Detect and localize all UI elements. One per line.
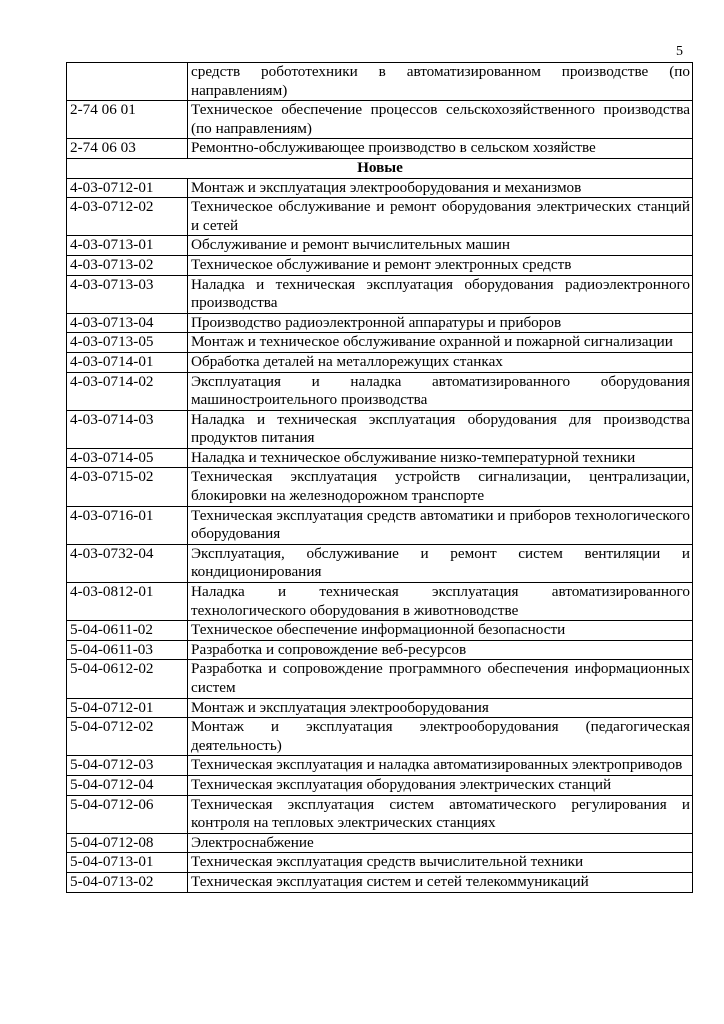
specialty-code: 5-04-0611-02 bbox=[67, 621, 188, 641]
specialty-name: Техническая эксплуатация средств вычислительной техники bbox=[188, 853, 693, 873]
specialty-name: Техническая эксплуатация средств автоматики и приборов технологического оборудования bbox=[188, 506, 693, 544]
specialty-code: 4-03-0715-02 bbox=[67, 468, 188, 506]
specialty-code: 5-04-0712-03 bbox=[67, 756, 188, 776]
specialty-name: Монтаж и эксплуатация электрооборудования (педагогическая деятельность) bbox=[188, 718, 693, 756]
specialty-name: средств робототехники в автоматизированном производстве (по направлениям) bbox=[188, 63, 693, 101]
specialty-code: 2-74 06 03 bbox=[67, 139, 188, 159]
specialty-code: 4-03-0713-01 bbox=[67, 236, 188, 256]
specialty-name: Ремонтно-обслуживающее производство в сельском хозяйстве bbox=[188, 139, 693, 159]
table-row bbox=[67, 372, 693, 410]
specialty-code: 5-04-0712-01 bbox=[67, 698, 188, 718]
table-row bbox=[67, 544, 693, 582]
specialty-name: Техническое обеспечение информационной безопасности bbox=[188, 621, 693, 641]
specialty-name: Разработка и сопровождение программного обеспечения информационных систем bbox=[188, 660, 693, 698]
specialty-name: Наладка и техническая эксплуатация автоматизированного технологического оборудования в животноводстве bbox=[188, 583, 693, 621]
specialty-name: Разработка и сопровождение веб-ресурсов bbox=[188, 640, 693, 660]
specialty-name: Техническое обеспечение процессов сельскохозяйственного производства (по направлениям) bbox=[188, 101, 693, 139]
specialty-code: 4-03-0713-02 bbox=[67, 255, 188, 275]
specialty-name: Наладка и техническое обслуживание низко-температурной техники bbox=[188, 448, 693, 468]
section-header-row bbox=[67, 158, 693, 178]
specialty-code: 5-04-0611-03 bbox=[67, 640, 188, 660]
table-row bbox=[67, 718, 693, 756]
specialty-table bbox=[66, 62, 693, 893]
table-row bbox=[67, 795, 693, 833]
specialty-code: 5-04-0712-04 bbox=[67, 775, 188, 795]
specialty-code: 4-03-0713-04 bbox=[67, 313, 188, 333]
specialty-code: 4-03-0714-03 bbox=[67, 410, 188, 448]
specialty-code: 4-03-0713-05 bbox=[67, 333, 188, 353]
specialty-code: 4-03-0732-04 bbox=[67, 544, 188, 582]
table-row bbox=[67, 63, 693, 101]
specialty-code: 4-03-0714-01 bbox=[67, 352, 188, 372]
specialty-code: 5-04-0712-08 bbox=[67, 833, 188, 853]
specialty-name: Монтаж и эксплуатация электрооборудования bbox=[188, 698, 693, 718]
specialty-code: 4-03-0812-01 bbox=[67, 583, 188, 621]
table-row bbox=[67, 178, 693, 198]
specialty-name: Техническое обслуживание и ремонт электронных средств bbox=[188, 255, 693, 275]
table-row bbox=[67, 640, 693, 660]
specialty-name: Наладка и техническая эксплуатация оборудования для производства продуктов питания bbox=[188, 410, 693, 448]
table-row bbox=[67, 410, 693, 448]
specialty-code: 5-04-0712-02 bbox=[67, 718, 188, 756]
specialty-name: Техническая эксплуатация систем автоматического регулирования и контроля на тепловых электрических станциях bbox=[188, 795, 693, 833]
specialty-name: Техническая эксплуатация систем и сетей телекоммуникаций bbox=[188, 872, 693, 892]
table-row bbox=[67, 448, 693, 468]
table-row bbox=[67, 333, 693, 353]
table-row bbox=[67, 198, 693, 236]
specialty-code: 4-03-0712-02 bbox=[67, 198, 188, 236]
table-row bbox=[67, 756, 693, 776]
table-row bbox=[67, 621, 693, 641]
table-row bbox=[67, 313, 693, 333]
table-row bbox=[67, 139, 693, 159]
specialty-code: 5-04-0712-06 bbox=[67, 795, 188, 833]
specialty-code: 5-04-0713-02 bbox=[67, 872, 188, 892]
page-number: 5 bbox=[676, 44, 683, 59]
table-row bbox=[67, 506, 693, 544]
table-row bbox=[67, 775, 693, 795]
specialty-code: 4-03-0714-02 bbox=[67, 372, 188, 410]
specialty-code: 4-03-0712-01 bbox=[67, 178, 188, 198]
section-heading: Новые bbox=[67, 158, 693, 178]
specialty-name: Техническая эксплуатация и наладка автоматизированных электроприводов bbox=[188, 756, 693, 776]
specialty-name: Техническая эксплуатация оборудования электрических станций bbox=[188, 775, 693, 795]
table-row bbox=[67, 698, 693, 718]
table-row bbox=[67, 101, 693, 139]
specialty-name: Эксплуатация и наладка автоматизированного оборудования машиностроительного производства bbox=[188, 372, 693, 410]
table-row bbox=[67, 853, 693, 873]
specialty-name: Эксплуатация, обслуживание и ремонт систем вентиляции и кондиционирования bbox=[188, 544, 693, 582]
table-row bbox=[67, 255, 693, 275]
specialty-name: Обслуживание и ремонт вычислительных машин bbox=[188, 236, 693, 256]
specialty-name: Производство радиоэлектронной аппаратуры и приборов bbox=[188, 313, 693, 333]
table-row bbox=[67, 275, 693, 313]
specialty-name: Обработка деталей на металлорежущих станках bbox=[188, 352, 693, 372]
specialty-code: 4-03-0716-01 bbox=[67, 506, 188, 544]
table-row bbox=[67, 352, 693, 372]
table-row bbox=[67, 660, 693, 698]
specialty-code: 5-04-0713-01 bbox=[67, 853, 188, 873]
specialty-name: Техническое обслуживание и ремонт оборудования электрических станций и сетей bbox=[188, 198, 693, 236]
specialty-code: 5-04-0612-02 bbox=[67, 660, 188, 698]
table-row bbox=[67, 833, 693, 853]
specialty-name: Техническая эксплуатация устройств сигнализации, централизации, блокировки на железнодорожном транспорте bbox=[188, 468, 693, 506]
table-row bbox=[67, 872, 693, 892]
specialty-code: 4-03-0714-05 bbox=[67, 448, 188, 468]
table-row bbox=[67, 468, 693, 506]
specialty-code: 4-03-0713-03 bbox=[67, 275, 188, 313]
specialty-name: Монтаж и эксплуатация электрооборудования и механизмов bbox=[188, 178, 693, 198]
table-row bbox=[67, 236, 693, 256]
specialty-code: 2-74 06 01 bbox=[67, 101, 188, 139]
specialty-name: Наладка и техническая эксплуатация оборудования радиоэлектронного производства bbox=[188, 275, 693, 313]
specialty-name: Монтаж и техническое обслуживание охранной и пожарной сигнализации bbox=[188, 333, 693, 353]
specialty-name: Электроснабжение bbox=[188, 833, 693, 853]
table-row bbox=[67, 583, 693, 621]
specialty-table-body bbox=[67, 63, 693, 893]
specialty-code bbox=[67, 63, 188, 101]
